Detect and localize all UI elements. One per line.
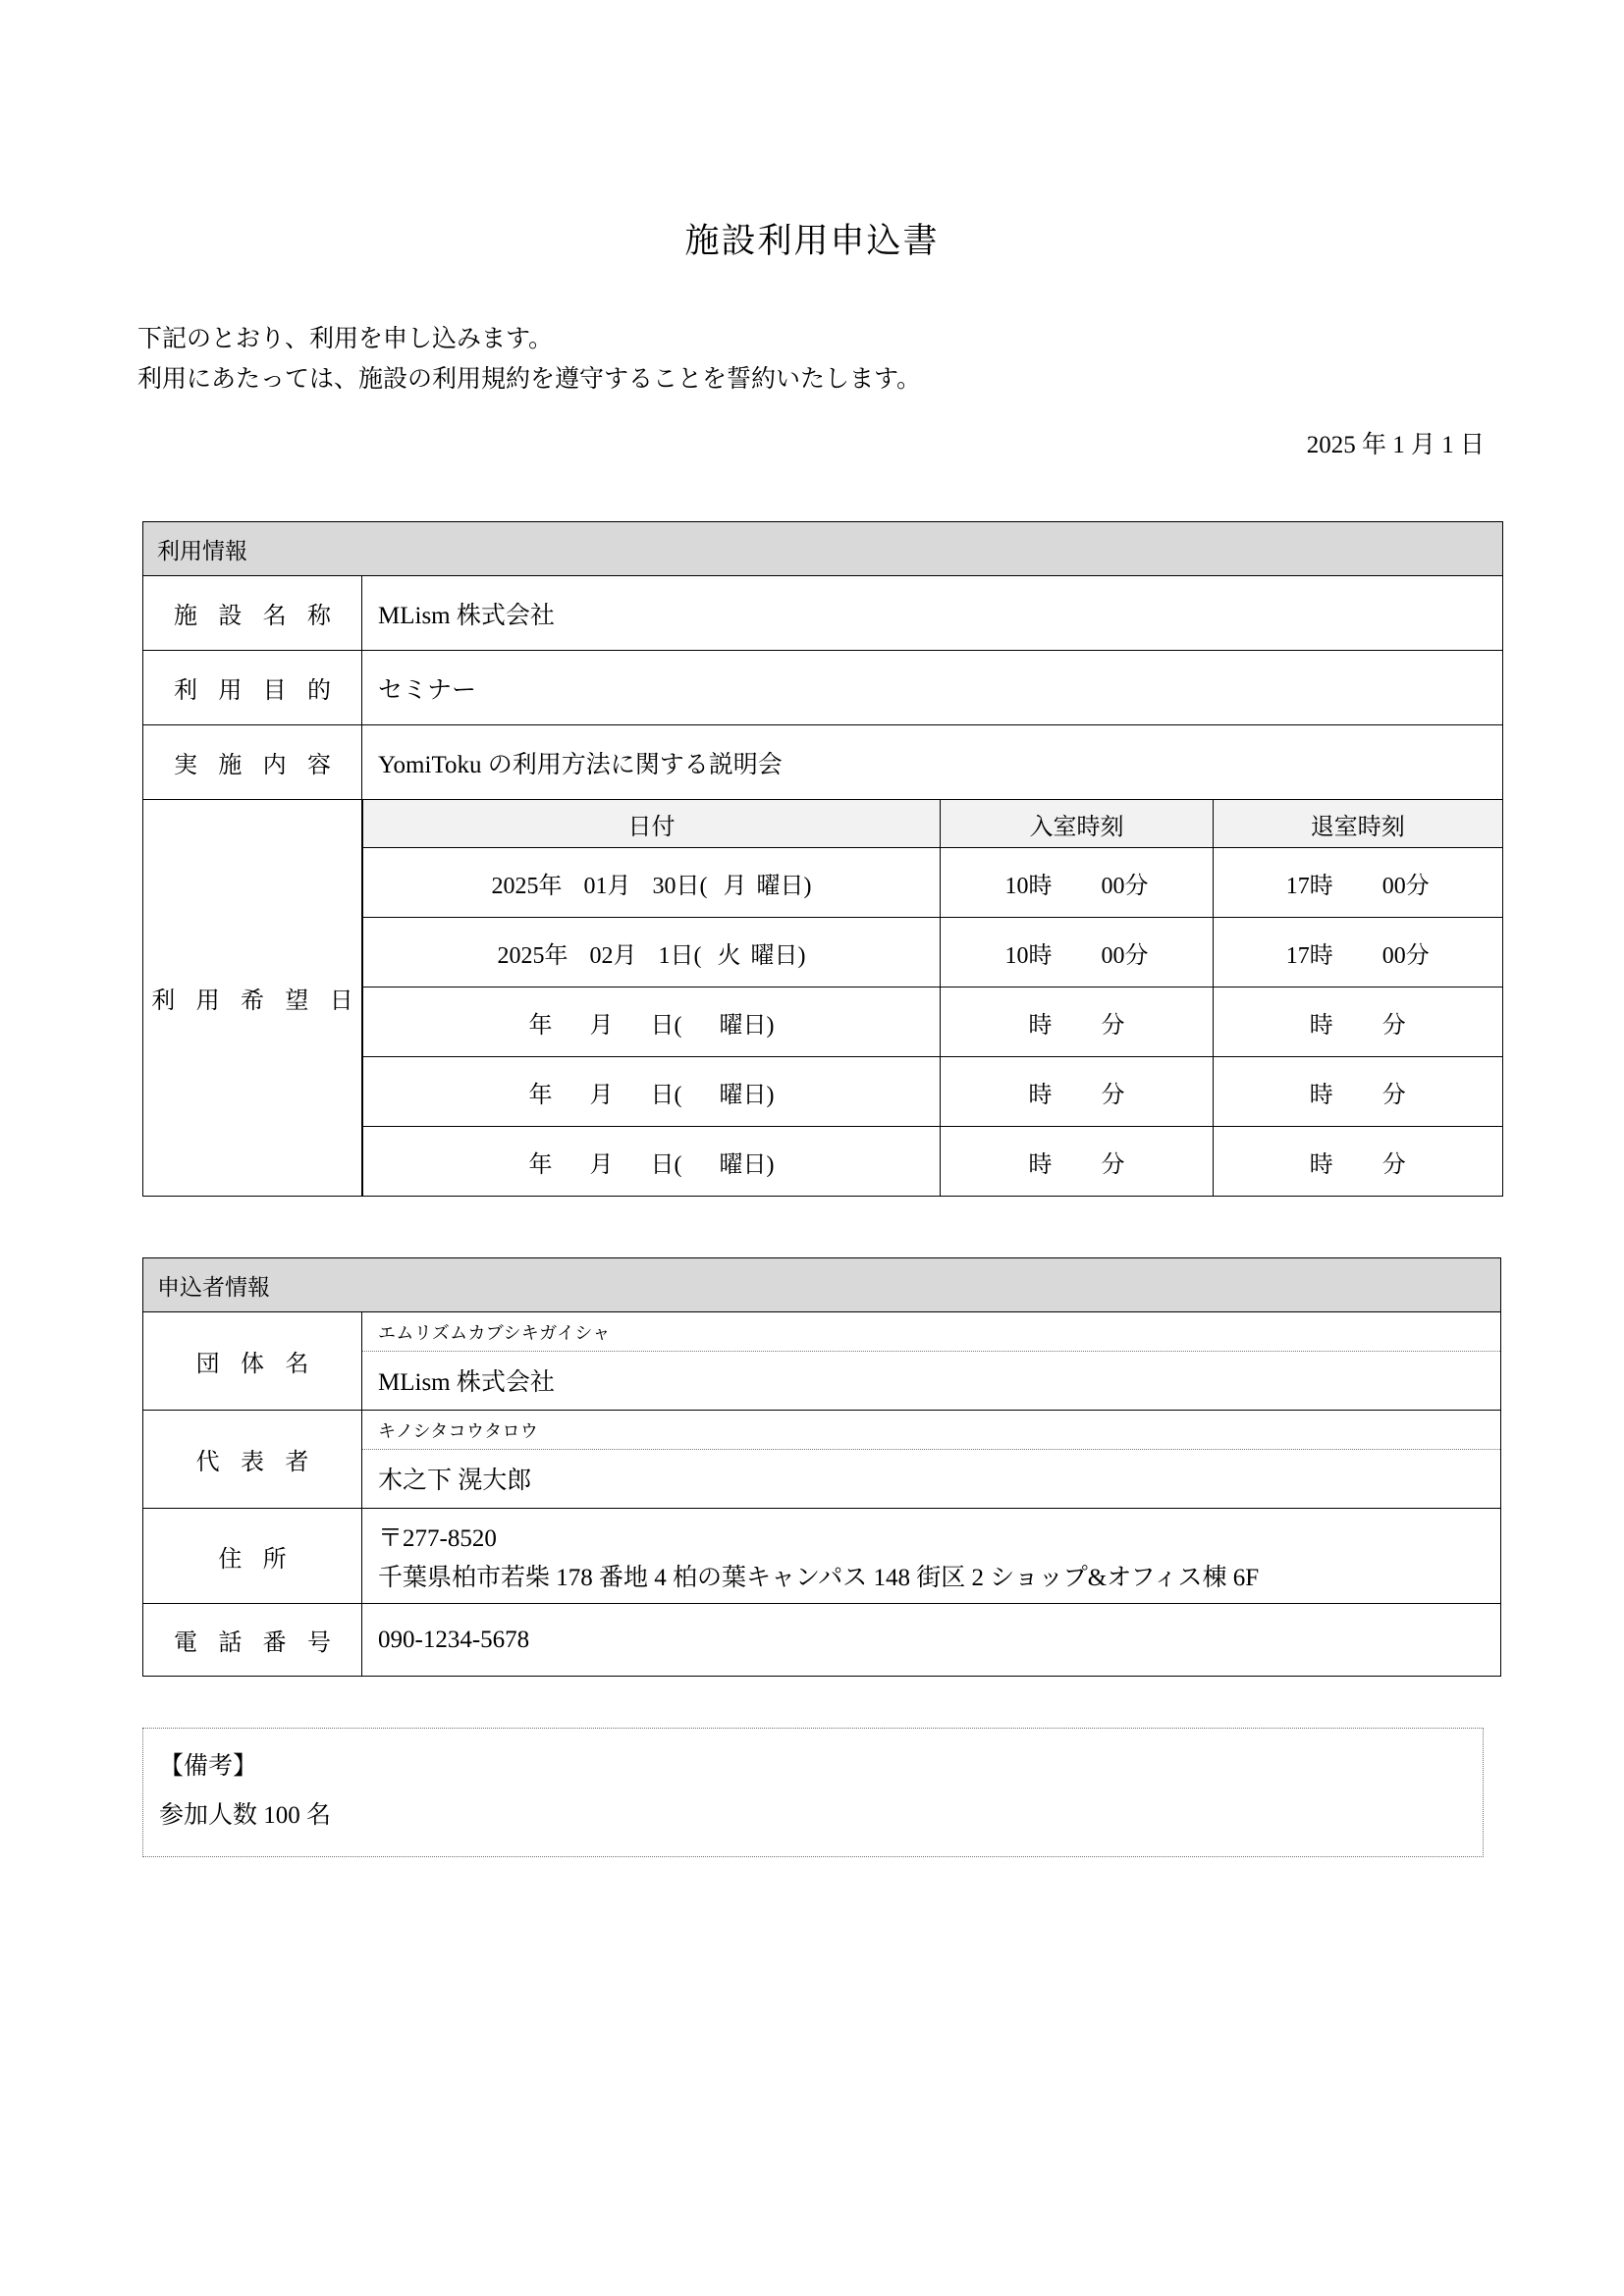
usage-purpose-label: 利 用 目 的 <box>143 651 362 725</box>
date-day-unit: 日( <box>650 1012 682 1039</box>
usage-dates-row <box>143 800 1503 1197</box>
date-weekday-unit: 曜日) <box>719 1082 775 1108</box>
table-row <box>143 1509 1501 1604</box>
date-day-value: 30 <box>652 873 677 899</box>
table-row <box>143 651 1503 725</box>
organization-name[interactable]: MLism 株式会社 <box>378 1369 555 1396</box>
date-day-unit: 日( <box>650 1082 682 1108</box>
date-day-unit: 日( <box>676 873 708 899</box>
exit-minute-value: 00 <box>1381 942 1406 969</box>
exit-hour-unit: 時 <box>1309 1082 1333 1108</box>
remarks-box[interactable] <box>142 1728 1484 1857</box>
exit-minute-unit: 分 <box>1405 942 1430 969</box>
date-weekday-unit: 曜日) <box>756 873 812 899</box>
facility-name-label: 施 設 名 称 <box>143 576 362 651</box>
entry-hour-unit: 時 <box>1028 1082 1053 1108</box>
date-day-unit: 日( <box>650 1151 682 1178</box>
entry-minute-unit: 分 <box>1124 942 1149 969</box>
table-row <box>363 1057 1502 1127</box>
table-row <box>363 1127 1502 1197</box>
usage-date-cell-3[interactable] <box>363 988 941 1057</box>
exit-minute-unit: 分 <box>1405 873 1430 899</box>
intro-line-1: 下記のとおり、利用を申し込みます。 <box>137 326 554 352</box>
entry-time-cell-2[interactable] <box>941 918 1214 988</box>
entry-minute-unit: 分 <box>1101 1151 1125 1178</box>
date-year-unit: 年 <box>528 1151 553 1178</box>
exit-minute-value: 00 <box>1381 873 1406 899</box>
organization-label: 団 体 名 <box>143 1312 362 1411</box>
table-row <box>143 576 1503 651</box>
date-month-unit: 月 <box>613 942 637 969</box>
page-title: 施設利用申込書 <box>684 222 940 260</box>
exit-time-cell-5[interactable] <box>1214 1127 1502 1197</box>
column-header-date: 日付 <box>363 800 941 848</box>
date-month-unit: 月 <box>589 1082 614 1108</box>
intro-line-2: 利用にあたっては、施設の利用規約を遵守することを誓約いたします。 <box>137 365 922 393</box>
entry-minute-value: 00 <box>1101 942 1125 969</box>
table-row <box>143 725 1503 800</box>
table-row <box>363 848 1502 918</box>
entry-time-cell-4[interactable] <box>941 1057 1214 1127</box>
date-weekday-unit: 曜日) <box>719 1151 775 1178</box>
date-year-value: 2025 <box>497 942 545 969</box>
street-address: 千葉県柏市若柴 178 番地 4 柏の葉キャンパス 148 街区 2 ショップ&オフィス棟 6F <box>378 1565 1260 1591</box>
applicant-info-section-title: 申込者情報 <box>143 1258 1501 1312</box>
exit-hour-unit: 時 <box>1309 873 1333 899</box>
entry-minute-unit: 分 <box>1124 873 1149 899</box>
column-header-exit-time: 退室時刻 <box>1214 800 1502 848</box>
applicant-info-table <box>142 1257 1501 1677</box>
exit-minute-unit: 分 <box>1381 1082 1406 1108</box>
usage-purpose-value[interactable]: セミナー <box>362 651 1503 725</box>
remarks-heading: 【備考】 <box>159 1753 258 1780</box>
exit-time-cell-3[interactable] <box>1214 988 1502 1057</box>
exit-time-cell-4[interactable] <box>1214 1057 1502 1127</box>
representative-value-cell <box>362 1411 1501 1509</box>
exit-minute-unit: 分 <box>1381 1151 1406 1178</box>
table-row <box>143 1312 1501 1411</box>
usage-dates-container <box>362 800 1503 1197</box>
date-month-value: 01 <box>583 873 608 899</box>
entry-hour-unit: 時 <box>1028 873 1053 899</box>
exit-hour-value: 17 <box>1285 942 1310 969</box>
entry-minute-value: 00 <box>1101 873 1125 899</box>
usage-info-section-header-row <box>143 522 1503 576</box>
entry-hour-unit: 時 <box>1028 1151 1053 1178</box>
representative-furigana[interactable]: キノシタコウタロウ <box>362 1411 1500 1450</box>
usage-dates-table <box>362 800 1502 1196</box>
phone-value[interactable]: 090-1234-5678 <box>362 1604 1501 1677</box>
exit-minute-unit: 分 <box>1381 1012 1406 1039</box>
date-year-unit: 年 <box>544 942 568 969</box>
applicant-info-section-header-row <box>143 1258 1501 1312</box>
entry-time-cell-3[interactable] <box>941 988 1214 1057</box>
usage-date-cell-5[interactable] <box>363 1127 941 1197</box>
entry-minute-unit: 分 <box>1101 1012 1125 1039</box>
postal-code: 〒277-8520 <box>378 1525 497 1552</box>
entry-time-cell-1[interactable] <box>941 848 1214 918</box>
date-weekday-unit: 曜日) <box>719 1012 775 1039</box>
exit-hour-value: 17 <box>1285 873 1310 899</box>
entry-minute-unit: 分 <box>1101 1082 1125 1108</box>
exit-hour-unit: 時 <box>1309 942 1333 969</box>
date-day-unit: 日( <box>670 942 702 969</box>
organization-furigana[interactable]: エムリズムカブシキガイシャ <box>362 1312 1500 1352</box>
representative-name[interactable]: 木之下 滉大郎 <box>378 1468 532 1494</box>
exit-time-cell-2[interactable] <box>1214 918 1502 988</box>
entry-hour-value: 10 <box>1004 873 1029 899</box>
date-day-value: 1 <box>658 942 671 969</box>
date-weekday-value: 火 <box>717 942 741 969</box>
address-label: 住 所 <box>143 1509 362 1604</box>
date-year-unit: 年 <box>538 873 563 899</box>
entry-hour-value: 10 <box>1004 942 1029 969</box>
date-year-value: 2025 <box>491 873 539 899</box>
organization-value-cell <box>362 1312 1501 1411</box>
date-year-unit: 年 <box>528 1012 553 1039</box>
table-row <box>363 918 1502 988</box>
date-year-unit: 年 <box>528 1082 553 1108</box>
usage-date-cell-4[interactable] <box>363 1057 941 1127</box>
entry-hour-unit: 時 <box>1028 1012 1053 1039</box>
representative-label: 代 表 者 <box>143 1411 362 1509</box>
entry-hour-unit: 時 <box>1028 942 1053 969</box>
table-row <box>363 988 1502 1057</box>
date-weekday-value: 月 <box>723 873 747 899</box>
entry-time-cell-5[interactable] <box>941 1127 1214 1197</box>
date-month-value: 02 <box>589 942 614 969</box>
exit-hour-unit: 時 <box>1309 1151 1333 1178</box>
usage-info-table <box>142 521 1503 1197</box>
phone-label: 電 話 番 号 <box>143 1604 362 1677</box>
remarks-body: 参加人数 100 名 <box>159 1802 332 1829</box>
activity-detail-value[interactable]: YomiToku の利用方法に関する説明会 <box>362 725 1503 800</box>
usage-dates-header-row <box>363 800 1502 848</box>
address-value-cell[interactable] <box>362 1509 1501 1604</box>
table-row <box>143 1411 1501 1509</box>
date-month-unit: 月 <box>607 873 631 899</box>
table-row <box>143 1604 1501 1677</box>
usage-dates-label: 利 用 希 望 日 <box>143 800 362 1197</box>
date-month-unit: 月 <box>589 1151 614 1178</box>
submission-date: 2025 年 1 月 1 日 <box>1306 432 1485 458</box>
intro-paragraph <box>0 263 1624 400</box>
exit-hour-unit: 時 <box>1309 1012 1333 1039</box>
column-header-entry-time: 入室時刻 <box>941 800 1214 848</box>
activity-detail-label: 実 施 内 容 <box>143 725 362 800</box>
usage-date-cell-2[interactable] <box>363 918 941 988</box>
date-weekday-unit: 曜日) <box>750 942 806 969</box>
date-month-unit: 月 <box>589 1012 614 1039</box>
usage-date-cell-1[interactable] <box>363 848 941 918</box>
usage-info-section-title: 利用情報 <box>143 522 1503 576</box>
exit-time-cell-1[interactable] <box>1214 848 1502 918</box>
facility-name-value[interactable]: MLism 株式会社 <box>362 576 1503 651</box>
